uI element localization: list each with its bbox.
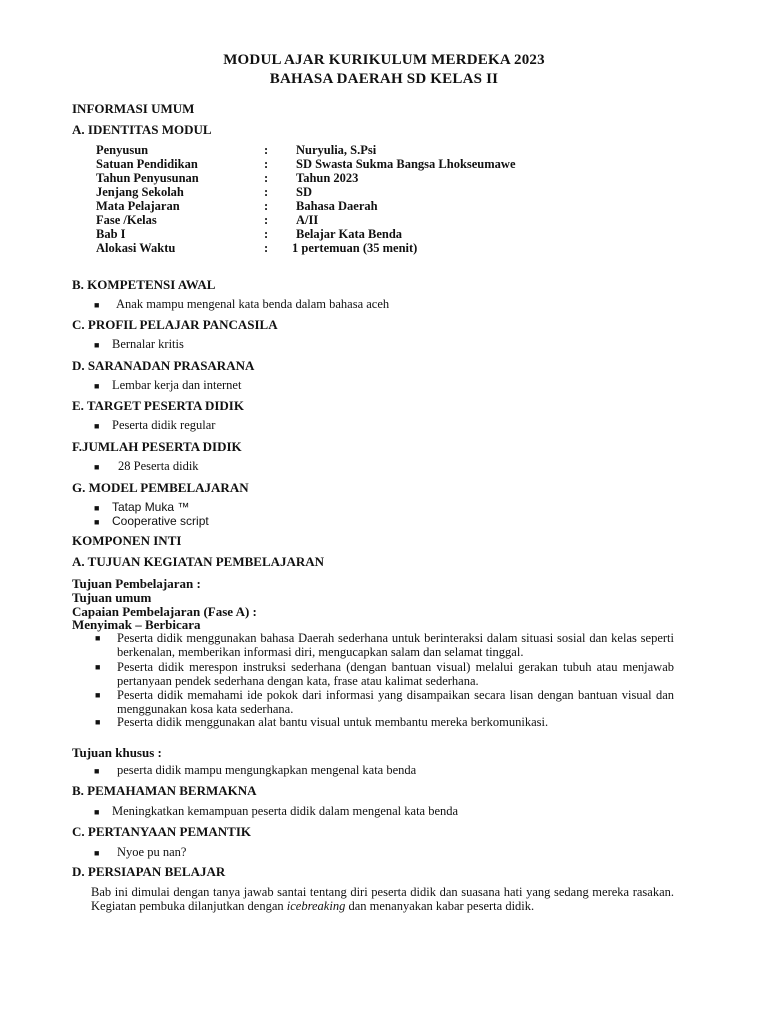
- identitas-value: Belajar Kata Benda: [296, 227, 403, 241]
- bullet-icon: ■: [94, 340, 100, 350]
- label-capaian-pembelajaran: Capaian Pembelajaran (Fase A) :: [72, 604, 257, 619]
- list-item-text: Meningkatkan kemampuan peserta didik dalam mengenal kata benda: [112, 804, 459, 818]
- persiapan-text: Bab ini dimulai dengan tanya jawab santai tentang diri peserta didik dan suasana hati yang sedang mereka rasakan. Kegiatan pembuka dilanjutkan dengan: [91, 885, 674, 913]
- list-item-text: Peserta didik memahami ide pokok dari informasi yang disampaikan secara lisan dengan bantuan visual dan menggunakan kosa kata sederhana.: [117, 688, 674, 716]
- identitas-value: A/II: [296, 213, 319, 227]
- persiapan-paragraph: [91, 885, 674, 913]
- section-heading-model: G. MODEL PEMBELAJARAN: [72, 480, 249, 495]
- list-item: [95, 688, 674, 716]
- label-tujuan-pembelajaran: Tujuan Pembelajaran :: [72, 576, 201, 591]
- section-heading-target: E. TARGET PESERTA DIDIK: [72, 398, 244, 413]
- bullet-icon: ■: [94, 462, 100, 472]
- list-item-text: peserta didik mampu mengungkapkan mengenal kata benda: [117, 763, 417, 777]
- identitas-key: Penyusun: [96, 143, 149, 157]
- identitas-separator: :: [264, 157, 269, 171]
- section-heading-komponen-inti: KOMPONEN INTI: [72, 533, 182, 548]
- identitas-key: Fase /Kelas: [96, 213, 157, 227]
- section-heading-tujuan-kegiatan: A. TUJUAN KEGIATAN PEMBELAJARAN: [72, 554, 325, 569]
- identitas-value: Tahun 2023: [296, 171, 359, 185]
- list-item-text: Peserta didik regular: [112, 418, 216, 432]
- bullet-icon: ■: [94, 517, 100, 527]
- identitas-key: Bab I: [96, 227, 126, 241]
- list-item: [95, 631, 674, 659]
- label-tujuan-khusus: Tujuan khusus :: [72, 745, 162, 760]
- persiapan-text-end: dan menanyakan kabar peserta didik.: [345, 899, 535, 913]
- document-title-line-2: BAHASA DAERAH SD KELAS II: [269, 71, 499, 87]
- identitas-separator: :: [264, 171, 269, 185]
- list-item-text: Bernalar kritis: [112, 337, 184, 351]
- section-heading-jumlah: F.JUMLAH PESERTA DIDIK: [72, 439, 242, 454]
- identitas-separator: :: [264, 213, 269, 227]
- list-item-text: 28 Peserta didik: [118, 459, 199, 473]
- section-heading-identitas-modul: A. IDENTITAS MODUL: [72, 122, 212, 137]
- section-heading-informasi-umum: INFORMASI UMUM: [72, 101, 195, 116]
- identitas-value: Nuryulia, S.Psi: [296, 143, 377, 157]
- identitas-separator: :: [264, 227, 269, 241]
- list-item-text: Lembar kerja dan internet: [112, 378, 242, 392]
- bullet-icon: ■: [95, 662, 101, 672]
- bullet-icon: ■: [94, 848, 100, 858]
- list-item-text: Anak mampu mengenal kata benda dalam bahasa aceh: [116, 297, 390, 311]
- list-item-text: Tatap Muka ™: [112, 500, 190, 514]
- persiapan-icebreaking: icebreaking: [286, 899, 346, 913]
- identitas-separator: :: [264, 143, 269, 157]
- identitas-key: Alokasi Waktu: [96, 241, 176, 255]
- document-title-line-1: MODUL AJAR KURIKULUM MERDEKA 2023: [223, 52, 545, 68]
- identitas-value: SD Swasta Sukma Bangsa Lhokseumawe: [296, 157, 516, 171]
- label-tujuan-umum: Tujuan umum: [72, 590, 152, 605]
- list-item: [95, 660, 674, 688]
- identitas-key: Tahun Penyusunan: [96, 171, 199, 185]
- identitas-value: 1 pertemuan (35 menit): [292, 241, 418, 255]
- list-item-text: Peserta didik merespon instruksi sederhana (dengan bantuan visual) melalui gerakan tubuh atau menjawab pertanyaan pendek sederhana dengan kata, frase atau kalimat sederhana.: [117, 660, 674, 688]
- identitas-separator: :: [264, 185, 269, 199]
- bullet-icon: ■: [94, 503, 100, 513]
- bullet-icon: ■: [94, 381, 100, 391]
- section-heading-persiapan: D. PERSIAPAN BELAJAR: [72, 864, 226, 879]
- list-item-text: Peserta didik menggunakan bahasa Daerah sederhana untuk berinteraksi dalam situasi sosial dan kelas seperti berkenalan, memberikan informasi diri, mengucapkan salam dan selamat tinggal.: [117, 631, 674, 659]
- label-menyimak-berbicara: Menyimak – Berbicara: [72, 617, 201, 632]
- bullet-icon: ■: [95, 633, 101, 643]
- list-item-text: Nyoe pu nan?: [117, 845, 187, 859]
- identitas-value: Bahasa Daerah: [296, 199, 378, 213]
- list-item: [95, 715, 674, 729]
- list-item-text: Cooperative script: [112, 514, 209, 528]
- identitas-key: Jenjang Sekolah: [96, 185, 184, 199]
- identitas-key: Satuan Pendidikan: [96, 157, 198, 171]
- section-heading-kompetensi-awal: B. KOMPETENSI AWAL: [72, 277, 216, 292]
- bullet-icon: ■: [94, 766, 100, 776]
- section-heading-sarana: D. SARANADAN PRASARANA: [72, 358, 255, 373]
- identitas-key: Mata Pelajaran: [96, 199, 180, 213]
- identitas-separator: :: [264, 199, 269, 213]
- identitas-separator: :: [264, 241, 269, 255]
- section-heading-pertanyaan: C. PERTANYAAN PEMANTIK: [72, 824, 252, 839]
- list-item-text: Peserta didik menggunakan alat bantu visual untuk membantu mereka berkomunikasi.: [117, 715, 549, 729]
- bullet-icon: ■: [95, 690, 101, 700]
- bullet-icon: ■: [94, 807, 100, 817]
- section-heading-profil-pelajar: C. PROFIL PELAJAR PANCASILA: [72, 317, 278, 332]
- bullet-icon: ■: [95, 717, 101, 727]
- identitas-value: SD: [296, 185, 312, 199]
- bullet-icon: ■: [94, 300, 100, 310]
- section-heading-pemahaman: B. PEMAHAMAN BERMAKNA: [72, 783, 257, 798]
- bullet-icon: ■: [94, 421, 100, 431]
